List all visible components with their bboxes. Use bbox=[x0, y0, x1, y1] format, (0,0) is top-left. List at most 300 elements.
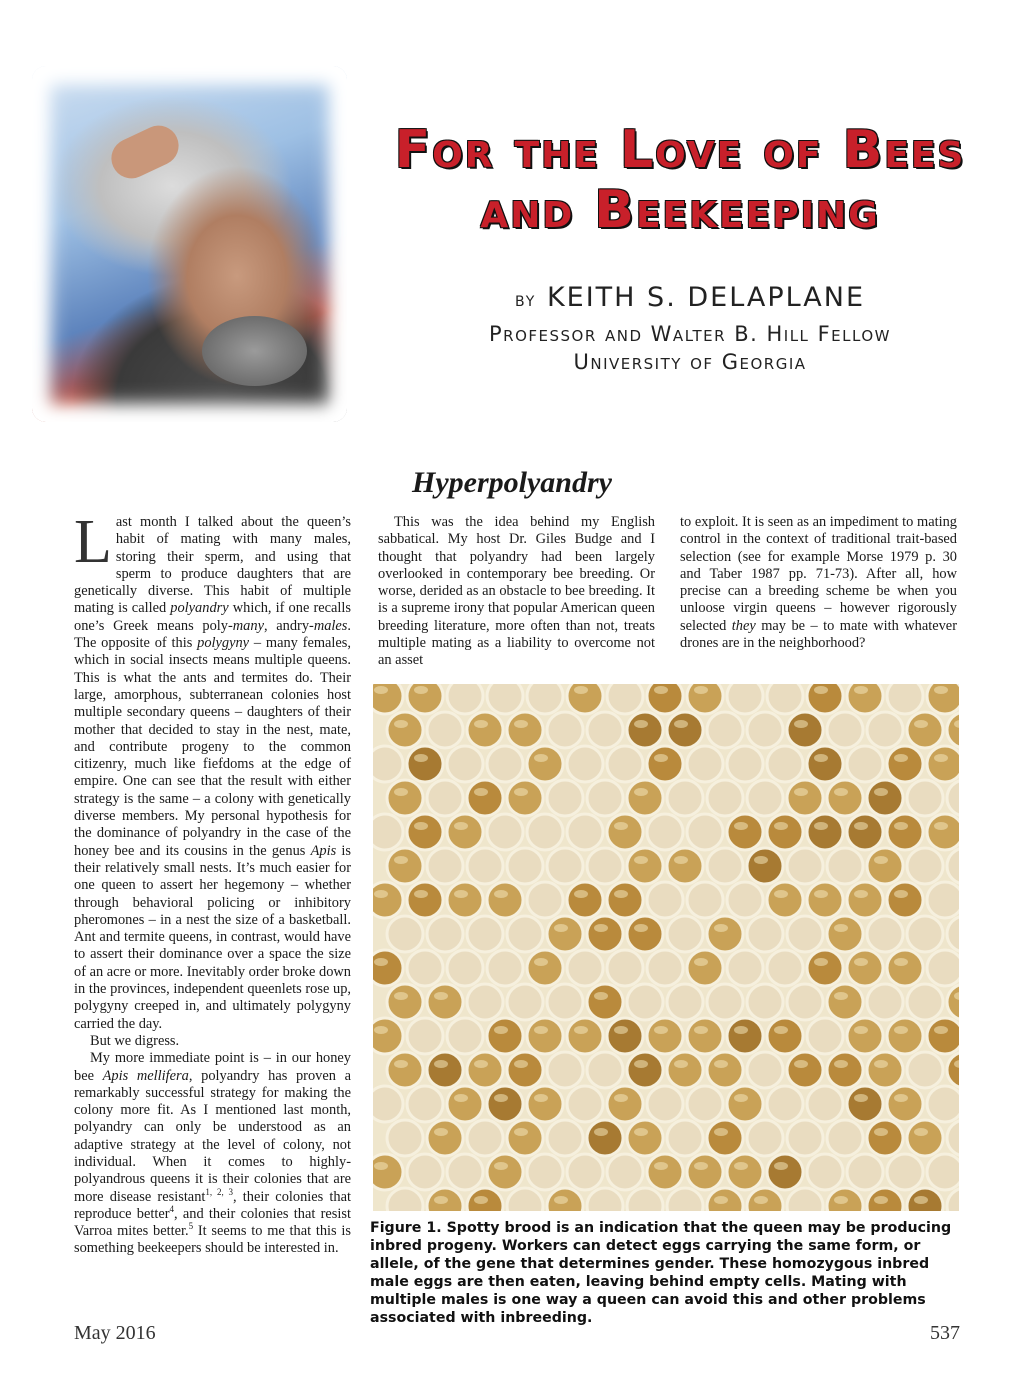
figure-caption: Figure 1. Spotty brood is an indication that the queen may be producing inbred progeny. Workers can detect eggs carrying the same form, or allele, of the gene that determines gender. These homozygous inbred male eggs are then eaten, leaving behind empty cells. Mating with multiple males is one way a queen can avoid this and other problems associated with inbreeding. bbox=[370, 1220, 952, 1326]
comb-cell bbox=[707, 984, 743, 1020]
cell-highlight bbox=[454, 822, 468, 830]
comb-cell bbox=[607, 684, 643, 714]
comb-cell bbox=[567, 882, 603, 918]
comb-cell bbox=[387, 1052, 423, 1088]
cell-highlight bbox=[414, 890, 428, 898]
comb-cell bbox=[507, 780, 543, 816]
cell-highlight bbox=[634, 720, 648, 728]
comb-cell bbox=[927, 1086, 959, 1122]
comb-cell bbox=[587, 916, 623, 952]
comb-cell bbox=[867, 1120, 903, 1156]
comb-cell bbox=[447, 1154, 483, 1190]
cell-highlight bbox=[874, 1060, 888, 1068]
comb-cell bbox=[907, 1052, 943, 1088]
comb-cell bbox=[887, 950, 923, 986]
comb-cell bbox=[527, 1018, 563, 1054]
cell-highlight bbox=[374, 958, 388, 966]
comb-cell bbox=[373, 814, 403, 850]
cell-highlight bbox=[914, 1196, 928, 1204]
cell-highlight bbox=[834, 788, 848, 796]
cell-highlight bbox=[574, 686, 588, 694]
cell-highlight bbox=[874, 856, 888, 864]
comb-cell bbox=[587, 780, 623, 816]
comb-cell bbox=[807, 814, 843, 850]
comb-cell bbox=[447, 746, 483, 782]
comb-cell bbox=[647, 746, 683, 782]
comb-cell bbox=[887, 1154, 923, 1190]
comb-cell bbox=[527, 1154, 563, 1190]
comb-cell bbox=[667, 780, 703, 816]
cell-highlight bbox=[894, 1094, 908, 1102]
comb-cell bbox=[927, 1154, 959, 1190]
cell-highlight bbox=[534, 1026, 548, 1034]
column-title bbox=[360, 120, 1000, 240]
cell-highlight bbox=[434, 1128, 448, 1136]
comb-cell bbox=[587, 1052, 623, 1088]
comb-cell bbox=[667, 1120, 703, 1156]
comb-cell bbox=[373, 1086, 403, 1122]
comb-cell bbox=[427, 1120, 463, 1156]
cell-highlight bbox=[474, 1196, 488, 1204]
comb-cell bbox=[647, 1086, 683, 1122]
cell-highlight bbox=[874, 788, 888, 796]
comb-cell bbox=[507, 1052, 543, 1088]
citation-sup: 4 bbox=[169, 1204, 175, 1215]
comb-cell bbox=[587, 1188, 623, 1211]
comb-cell bbox=[927, 950, 959, 986]
comb-cell bbox=[587, 848, 623, 884]
cell-highlight bbox=[834, 1196, 848, 1204]
comb-cell bbox=[707, 780, 743, 816]
comb-cell bbox=[727, 882, 763, 918]
comb-cell bbox=[507, 712, 543, 748]
cell-highlight bbox=[734, 1094, 748, 1102]
comb-cell bbox=[487, 882, 523, 918]
comb-cell bbox=[747, 848, 783, 884]
comb-cell bbox=[567, 950, 603, 986]
title-line-1: For the Love of Bees bbox=[394, 120, 966, 180]
comb-cell bbox=[647, 1154, 683, 1190]
comb-cell bbox=[687, 950, 723, 986]
cell-highlight bbox=[694, 958, 708, 966]
comb-cell bbox=[927, 814, 959, 850]
comb-cell bbox=[747, 1120, 783, 1156]
cell-highlight bbox=[794, 1060, 808, 1068]
byline bbox=[400, 282, 980, 375]
comb-cell bbox=[427, 848, 463, 884]
comb-cell bbox=[527, 1086, 563, 1122]
cell-highlight bbox=[374, 1026, 388, 1034]
comb-cell bbox=[807, 1086, 843, 1122]
comb-cell bbox=[647, 1018, 683, 1054]
cell-highlight bbox=[374, 1162, 388, 1170]
cell-highlight bbox=[814, 958, 828, 966]
cell-highlight bbox=[434, 992, 448, 1000]
comb-cell bbox=[387, 780, 423, 816]
cell-highlight bbox=[894, 822, 908, 830]
comb-cell bbox=[847, 950, 883, 986]
drop-cap: L bbox=[74, 508, 112, 576]
comb-cell bbox=[427, 780, 463, 816]
comb-cell bbox=[847, 1154, 883, 1190]
cell-highlight bbox=[394, 856, 408, 864]
comb-cell bbox=[727, 1154, 763, 1190]
comb-cell bbox=[447, 1086, 483, 1122]
comb-cell bbox=[867, 916, 903, 952]
comb-cell bbox=[827, 780, 863, 816]
cell-highlight bbox=[734, 1026, 748, 1034]
comb-cell bbox=[607, 1086, 643, 1122]
comb-cell bbox=[487, 746, 523, 782]
comb-cell bbox=[547, 780, 583, 816]
comb-cell bbox=[827, 916, 863, 952]
comb-cell bbox=[527, 684, 563, 714]
comb-cell bbox=[647, 882, 683, 918]
comb-cell bbox=[807, 746, 843, 782]
comb-cell bbox=[687, 1086, 723, 1122]
cell-highlight bbox=[814, 754, 828, 762]
cell-highlight bbox=[674, 1060, 688, 1068]
cell-highlight bbox=[934, 686, 948, 694]
paragraph-1: Last month I talked about the queen’s habit of mating with many males, storing their sperm, and using that sperm to produce daughters that are genetically diverse. This habit of multiple mating is called polyandry which, if one recalls one’s Greek means poly-many, andry-males. The opposite of this polygyny – many females, which in social insects means multiple queens. This is what the ants and termites do. Their large, amorphous, subterranean colonies host multiple secondary queens – daughters of their mother that decided to stay in the nest, mate, and contribute progeny to the common citizenry, much like fiefdoms at the edge of empire. One can see that the result with either strategy is the same – a colony with genetically diverse members. My personal hypothesis for the dominance of polyandry in the case of the honey bee and its cousins in the genus Apis is their relatively small nests. It’s much easier for one queen to assert her hegemony – whether through behavioral policing or inhibitory pheromones – in a nest the size of a basketball. Ant and termite queens, in contrast, would have to assert their dominance over a space the size of an acre or more. Inevitably order broke down in the provinces, independent queenlets rose up, polygyny creeped in, and ultimately polygyny carried the day. bbox=[74, 508, 351, 1032]
comb-cell bbox=[567, 746, 603, 782]
cell-highlight bbox=[514, 1060, 528, 1068]
cell-highlight bbox=[874, 1196, 888, 1204]
issue-date: May 2016 bbox=[74, 1322, 156, 1344]
article-heading: Hyperpolyandry bbox=[412, 466, 612, 499]
cell-highlight bbox=[474, 788, 488, 796]
comb-cell bbox=[707, 916, 743, 952]
comb-cell bbox=[507, 984, 543, 1020]
comb-cell bbox=[487, 950, 523, 986]
cell-highlight bbox=[474, 1060, 488, 1068]
cell-highlight bbox=[794, 788, 808, 796]
comb-cell bbox=[607, 950, 643, 986]
comb-cell bbox=[747, 780, 783, 816]
cell-highlight bbox=[414, 822, 428, 830]
paragraph-2: But we digress. bbox=[90, 1032, 180, 1049]
comb-cell bbox=[787, 1052, 823, 1088]
cell-highlight bbox=[414, 754, 428, 762]
comb-cell bbox=[867, 848, 903, 884]
title-line-2: and Beekeeping bbox=[480, 180, 880, 240]
comb-cell bbox=[627, 984, 663, 1020]
comb-cell bbox=[787, 1120, 823, 1156]
comb-cell bbox=[387, 916, 423, 952]
cell-highlight bbox=[634, 1128, 648, 1136]
comb-cell bbox=[387, 712, 423, 748]
comb-cell bbox=[427, 712, 463, 748]
cell-highlight bbox=[894, 890, 908, 898]
cell-highlight bbox=[814, 686, 828, 694]
comb-cell bbox=[567, 1086, 603, 1122]
comb-cell bbox=[687, 1154, 723, 1190]
cell-highlight bbox=[574, 1026, 588, 1034]
comb-cell bbox=[467, 916, 503, 952]
cell-highlight bbox=[894, 1026, 908, 1034]
comb-cell bbox=[407, 950, 443, 986]
comb-cell bbox=[627, 1120, 663, 1156]
author-name bbox=[400, 282, 980, 313]
comb-cell bbox=[407, 1154, 443, 1190]
comb-cell bbox=[407, 1086, 443, 1122]
comb-cell bbox=[827, 984, 863, 1020]
cell-highlight bbox=[554, 1196, 568, 1204]
comb-cell bbox=[667, 984, 703, 1020]
cell-highlight bbox=[634, 788, 648, 796]
cell-highlight bbox=[414, 686, 428, 694]
comb-cell bbox=[787, 916, 823, 952]
comb-cell bbox=[467, 1052, 503, 1088]
cell-highlight bbox=[854, 1026, 868, 1034]
cell-highlight bbox=[874, 1128, 888, 1136]
comb-cell bbox=[373, 1154, 403, 1190]
citation-sup: 5 bbox=[188, 1221, 194, 1232]
cell-highlight bbox=[774, 1162, 788, 1170]
cell-highlight bbox=[674, 720, 688, 728]
cell-highlight bbox=[694, 1026, 708, 1034]
comb-cell bbox=[767, 684, 803, 714]
citation-sup: 1, 2, 3 bbox=[205, 1186, 234, 1197]
comb-cell bbox=[467, 1120, 503, 1156]
comb-cell bbox=[707, 848, 743, 884]
author-text: KEITH S. DELAPLANE bbox=[546, 282, 866, 313]
brood-comb-illustration bbox=[373, 684, 959, 1211]
comb-cell bbox=[567, 1154, 603, 1190]
cell-highlight bbox=[834, 992, 848, 1000]
comb-cell bbox=[607, 746, 643, 782]
comb-cell bbox=[747, 712, 783, 748]
comb-cell bbox=[787, 848, 823, 884]
comb-cell bbox=[447, 1018, 483, 1054]
cell-highlight bbox=[494, 1026, 508, 1034]
cell-highlight bbox=[694, 1162, 708, 1170]
cell-highlight bbox=[394, 992, 408, 1000]
comb-cell bbox=[687, 882, 723, 918]
article-column-1 bbox=[74, 508, 352, 1258]
comb-cell bbox=[907, 712, 943, 748]
comb-cell bbox=[547, 1052, 583, 1088]
cell-highlight bbox=[434, 1196, 448, 1204]
cell-highlight bbox=[514, 788, 528, 796]
comb-cell bbox=[607, 814, 643, 850]
comb-cell bbox=[767, 1086, 803, 1122]
cell-highlight bbox=[754, 1196, 768, 1204]
cell-highlight bbox=[614, 1094, 628, 1102]
comb-cell bbox=[667, 1052, 703, 1088]
comb-cell bbox=[867, 780, 903, 816]
comb-cell bbox=[447, 814, 483, 850]
comb-cell bbox=[407, 882, 443, 918]
comb-cell bbox=[667, 1188, 703, 1211]
comb-cell bbox=[407, 746, 443, 782]
comb-cell bbox=[867, 984, 903, 1020]
comb-cell bbox=[907, 780, 943, 816]
comb-cell bbox=[547, 848, 583, 884]
comb-cell bbox=[667, 916, 703, 952]
comb-cell bbox=[767, 814, 803, 850]
comb-cell bbox=[427, 916, 463, 952]
comb-cell bbox=[467, 848, 503, 884]
cell-highlight bbox=[614, 890, 628, 898]
comb-cell bbox=[907, 848, 943, 884]
cell-highlight bbox=[654, 754, 668, 762]
comb-cell bbox=[527, 746, 563, 782]
comb-cell bbox=[707, 1052, 743, 1088]
cell-highlight bbox=[914, 1128, 928, 1136]
comb-cell bbox=[867, 1052, 903, 1088]
author-photo bbox=[32, 66, 347, 422]
cell-highlight bbox=[834, 924, 848, 932]
comb-cell bbox=[547, 1120, 583, 1156]
cell-highlight bbox=[914, 720, 928, 728]
comb-cell bbox=[847, 814, 883, 850]
comb-cell bbox=[487, 1018, 523, 1054]
comb-cell bbox=[447, 684, 483, 714]
comb-cell bbox=[407, 1018, 443, 1054]
comb-cell bbox=[607, 1018, 643, 1054]
cell-highlight bbox=[934, 754, 948, 762]
cell-highlight bbox=[394, 788, 408, 796]
cell-highlight bbox=[534, 1094, 548, 1102]
comb-cell bbox=[907, 1120, 943, 1156]
comb-cell bbox=[667, 848, 703, 884]
cell-highlight bbox=[494, 890, 508, 898]
comb-cell bbox=[807, 950, 843, 986]
article-column-3 bbox=[680, 514, 957, 652]
comb-cell bbox=[647, 950, 683, 986]
comb-cell bbox=[787, 712, 823, 748]
cell-highlight bbox=[714, 924, 728, 932]
cell-highlight bbox=[654, 1026, 668, 1034]
comb-cell bbox=[527, 814, 563, 850]
comb-cell bbox=[407, 814, 443, 850]
comb-cell bbox=[507, 848, 543, 884]
cell-highlight bbox=[854, 1094, 868, 1102]
comb-cell bbox=[527, 950, 563, 986]
comb-cell bbox=[727, 1086, 763, 1122]
comb-cell bbox=[847, 1018, 883, 1054]
comb-cell bbox=[887, 1018, 923, 1054]
cell-highlight bbox=[894, 958, 908, 966]
author-position: Professor and Walter B. Hill Fellow bbox=[489, 322, 891, 346]
cell-highlight bbox=[574, 890, 588, 898]
comb-cell bbox=[767, 746, 803, 782]
cell-highlight bbox=[494, 1162, 508, 1170]
cell-highlight bbox=[894, 754, 908, 762]
comb-cell bbox=[887, 746, 923, 782]
comb-cell bbox=[487, 684, 523, 714]
comb-cell bbox=[627, 1188, 663, 1211]
cell-highlight bbox=[634, 1060, 648, 1068]
cell-highlight bbox=[534, 754, 548, 762]
comb-cell bbox=[487, 814, 523, 850]
comb-cell bbox=[387, 984, 423, 1020]
comb-cell bbox=[767, 1018, 803, 1054]
comb-cell bbox=[587, 1120, 623, 1156]
cell-highlight bbox=[734, 1162, 748, 1170]
comb-cell bbox=[707, 1120, 743, 1156]
cell-highlight bbox=[374, 890, 388, 898]
comb-cell bbox=[607, 882, 643, 918]
cell-highlight bbox=[754, 856, 768, 864]
comb-cell bbox=[687, 1018, 723, 1054]
comb-cell bbox=[687, 746, 723, 782]
comb-cell bbox=[727, 1018, 763, 1054]
comb-cell bbox=[847, 746, 883, 782]
cell-highlight bbox=[494, 1094, 508, 1102]
comb-cell bbox=[647, 814, 683, 850]
comb-cell bbox=[547, 916, 583, 952]
cell-highlight bbox=[594, 992, 608, 1000]
comb-cell bbox=[747, 984, 783, 1020]
article-column-2 bbox=[378, 514, 655, 670]
cell-highlight bbox=[734, 822, 748, 830]
brood-comb-photo bbox=[373, 684, 959, 1211]
cell-highlight bbox=[714, 1128, 728, 1136]
comb-cell bbox=[587, 712, 623, 748]
comb-cell bbox=[373, 882, 403, 918]
comb-cell bbox=[787, 780, 823, 816]
cell-highlight bbox=[614, 822, 628, 830]
comb-cell bbox=[807, 1154, 843, 1190]
cell-highlight bbox=[794, 720, 808, 728]
comb-cell bbox=[787, 1188, 823, 1211]
comb-cell bbox=[387, 848, 423, 884]
cell-highlight bbox=[394, 1060, 408, 1068]
comb-cell bbox=[447, 882, 483, 918]
comb-cell bbox=[607, 1154, 643, 1190]
comb-cell bbox=[387, 1188, 423, 1211]
comb-cell bbox=[567, 1018, 603, 1054]
cell-highlight bbox=[454, 890, 468, 898]
cell-highlight bbox=[774, 1026, 788, 1034]
comb-cell bbox=[827, 1052, 863, 1088]
comb-cell bbox=[767, 950, 803, 986]
comb-cell bbox=[767, 1154, 803, 1190]
comb-cell bbox=[907, 984, 943, 1020]
cell-highlight bbox=[694, 686, 708, 694]
comb-cell bbox=[927, 746, 959, 782]
comb-cell bbox=[547, 984, 583, 1020]
cell-highlight bbox=[714, 1060, 728, 1068]
comb-cell bbox=[907, 916, 943, 952]
cell-highlight bbox=[854, 890, 868, 898]
comb-cell bbox=[627, 916, 663, 952]
comb-cell bbox=[627, 1052, 663, 1088]
comb-cell bbox=[427, 1052, 463, 1088]
comb-cell bbox=[667, 712, 703, 748]
cell-highlight bbox=[774, 890, 788, 898]
comb-cell bbox=[507, 1188, 543, 1211]
cell-highlight bbox=[854, 958, 868, 966]
cell-highlight bbox=[834, 1060, 848, 1068]
comb-cell bbox=[467, 780, 503, 816]
paragraph-5: to exploit. It is seen as an impediment to mating control in the context of traditional trait-based selection (see for example Morse 1979 p. 30 and Taber 1987 pp. 71-73). After all, how precise can a breeding scheme be when you unloose virgin queens – however rigorously selected they may be – to mate with whatever drones are in the neighborhood? bbox=[680, 514, 957, 652]
comb-cell bbox=[687, 814, 723, 850]
comb-cell bbox=[887, 882, 923, 918]
cell-highlight bbox=[814, 822, 828, 830]
cell-highlight bbox=[394, 720, 408, 728]
comb-cell bbox=[727, 814, 763, 850]
comb-cell bbox=[707, 712, 743, 748]
cell-highlight bbox=[634, 924, 648, 932]
cell-highlight bbox=[634, 856, 648, 864]
comb-cell bbox=[887, 1086, 923, 1122]
cell-highlight bbox=[854, 686, 868, 694]
comb-cell bbox=[827, 1120, 863, 1156]
comb-cell bbox=[527, 882, 563, 918]
